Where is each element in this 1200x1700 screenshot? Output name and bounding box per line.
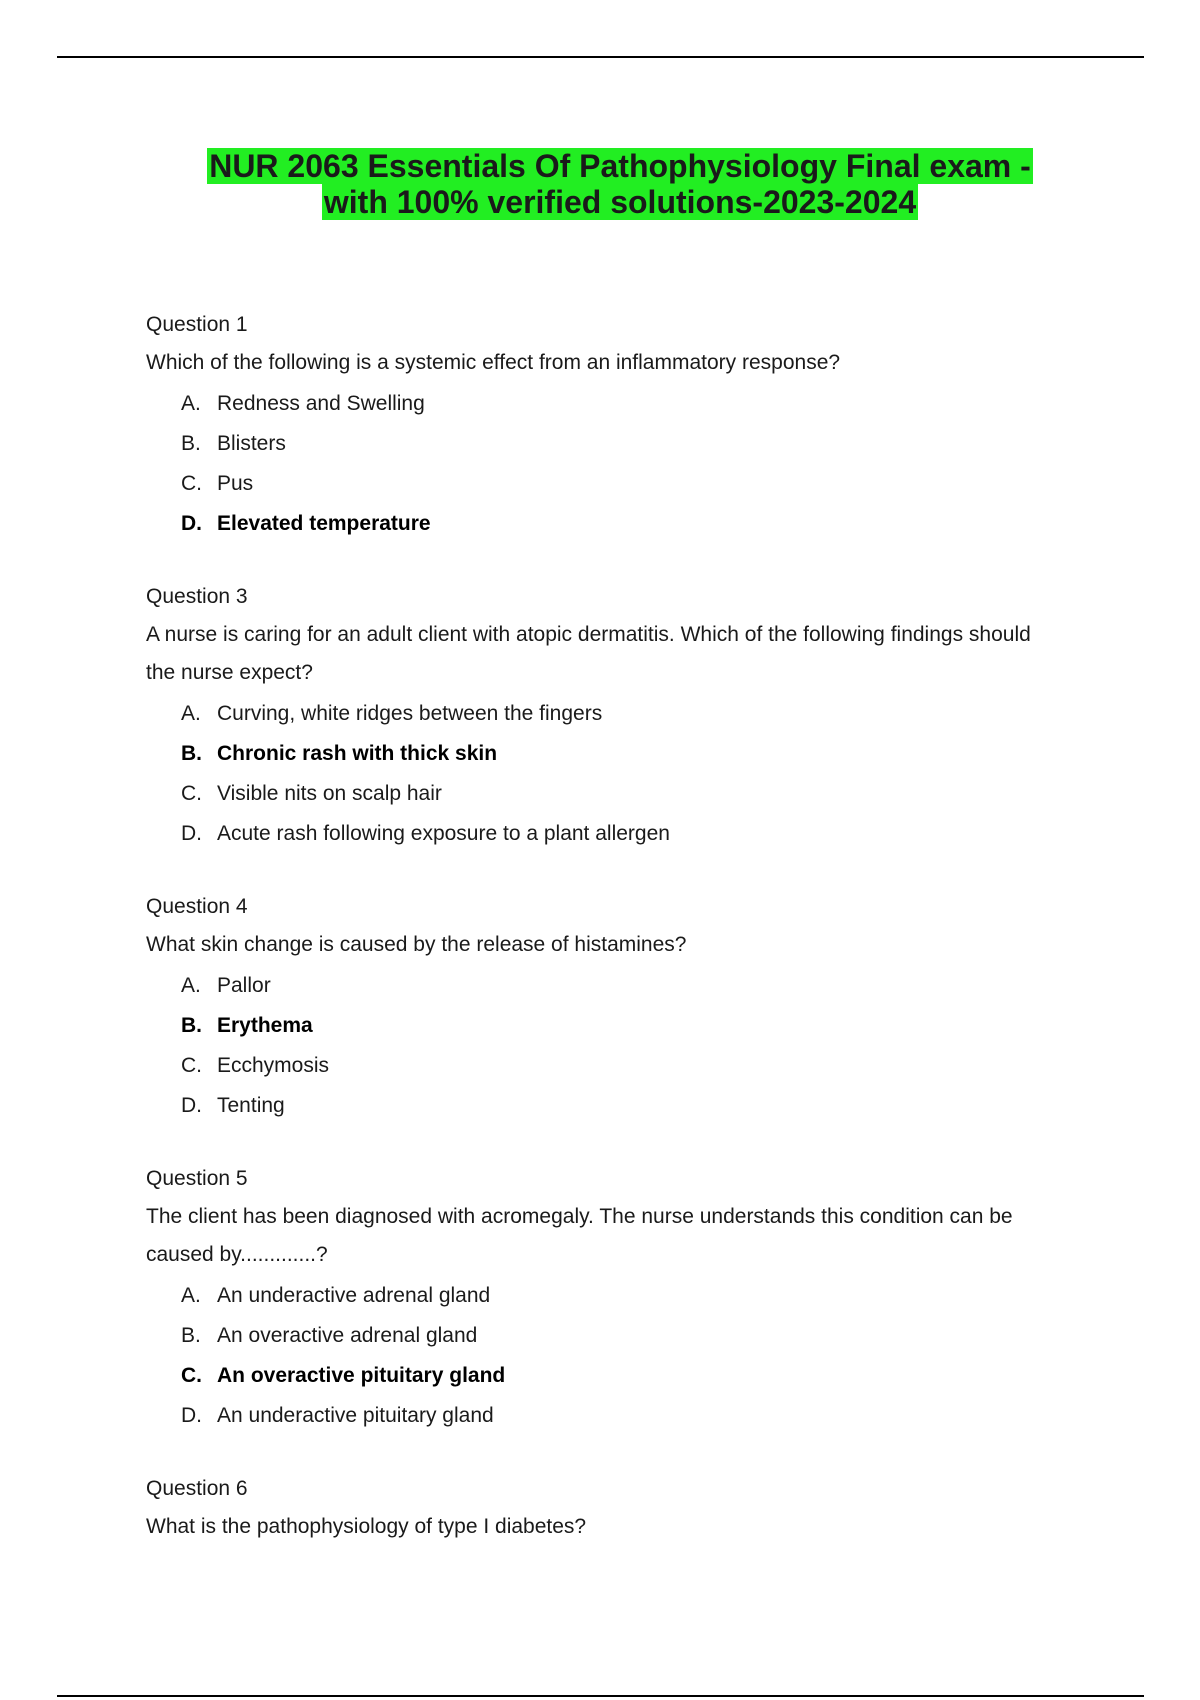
bottom-rule (57, 1695, 1144, 1697)
option-text: Tenting (217, 1094, 285, 1117)
option-letter: D. (181, 1404, 202, 1427)
question-text: Which of the following is a systemic effect from an inflammatory response? (146, 351, 841, 374)
option-text: Redness and Swelling (217, 392, 425, 415)
answer-option (181, 1316, 1046, 1356)
option-text: An underactive adrenal gland (217, 1284, 491, 1307)
option-text: Elevated temperature (217, 512, 431, 535)
question-heading: Question 4 (146, 895, 248, 918)
questions-list (146, 306, 1046, 1580)
option-text: Blisters (217, 432, 286, 455)
answer-options (146, 966, 1046, 1126)
option-letter: B. (181, 1324, 201, 1347)
question-heading: Question 5 (146, 1167, 248, 1190)
answer-option (181, 1046, 1046, 1086)
answer-option-correct (181, 734, 1046, 774)
title-line-2: with 100% verified solutions-2023-2024 (323, 184, 917, 220)
option-letter: A. (181, 974, 201, 997)
answer-option-correct (181, 504, 1046, 544)
option-letter: C. (181, 1364, 202, 1387)
answer-option (181, 694, 1046, 734)
answer-options (146, 384, 1046, 544)
option-text: Visible nits on scalp hair (217, 782, 442, 805)
answer-option (181, 814, 1046, 854)
option-letter: D. (181, 822, 202, 845)
answer-option-correct (181, 1006, 1046, 1046)
question-block (146, 578, 1046, 854)
option-letter: B. (181, 1014, 202, 1037)
option-letter: B. (181, 432, 201, 455)
answer-option (181, 464, 1046, 504)
option-letter: A. (181, 702, 201, 725)
answer-option (181, 384, 1046, 424)
option-letter: C. (181, 1054, 202, 1077)
question-block (146, 1470, 1046, 1546)
answer-options (146, 1276, 1046, 1436)
option-letter: A. (181, 1284, 201, 1307)
answer-options (146, 694, 1046, 854)
answer-option (181, 1086, 1046, 1126)
option-letter: C. (181, 782, 202, 805)
answer-option (181, 1396, 1046, 1436)
question-heading: Question 1 (146, 313, 248, 336)
option-text: Pus (217, 472, 254, 495)
question-heading: Question 3 (146, 585, 248, 608)
option-text: Acute rash following exposure to a plant allergen (217, 822, 670, 845)
question-text: A nurse is caring for an adult client with atopic dermatitis. Which of the following findings should the nurse expect? (146, 623, 1031, 684)
option-letter: D. (181, 512, 202, 535)
answer-option (181, 1276, 1046, 1316)
option-text: An overactive adrenal gland (217, 1324, 478, 1347)
option-text: Ecchymosis (217, 1054, 330, 1077)
option-text: Curving, white ridges between the fingers (217, 702, 603, 725)
option-letter: C. (181, 472, 202, 495)
option-letter: B. (181, 742, 202, 765)
question-text: The client has been diagnosed with acromegaly. The nurse understands this condition can be caused by.............? (146, 1205, 1013, 1266)
title-line-1: NUR 2063 Essentials Of Pathophysiology Final exam - (209, 148, 1031, 184)
option-text: Chronic rash with thick skin (217, 742, 498, 765)
option-text: An overactive pituitary gland (217, 1364, 506, 1387)
answer-option (181, 966, 1046, 1006)
question-text: What skin change is caused by the release of histamines? (146, 933, 687, 956)
answer-option (181, 774, 1046, 814)
option-text: An underactive pituitary gland (217, 1404, 494, 1427)
question-block (146, 306, 1046, 544)
top-rule (57, 56, 1144, 58)
option-letter: A. (181, 392, 201, 415)
question-text: What is the pathophysiology of type I diabetes? (146, 1515, 587, 1538)
option-letter: D. (181, 1094, 202, 1117)
option-text: Erythema (217, 1014, 313, 1037)
question-block (146, 888, 1046, 1126)
answer-option-correct (181, 1356, 1046, 1396)
option-text: Pallor (217, 974, 271, 997)
question-block (146, 1160, 1046, 1436)
document-title (140, 148, 1100, 220)
question-heading: Question 6 (146, 1477, 248, 1500)
answer-option (181, 424, 1046, 464)
